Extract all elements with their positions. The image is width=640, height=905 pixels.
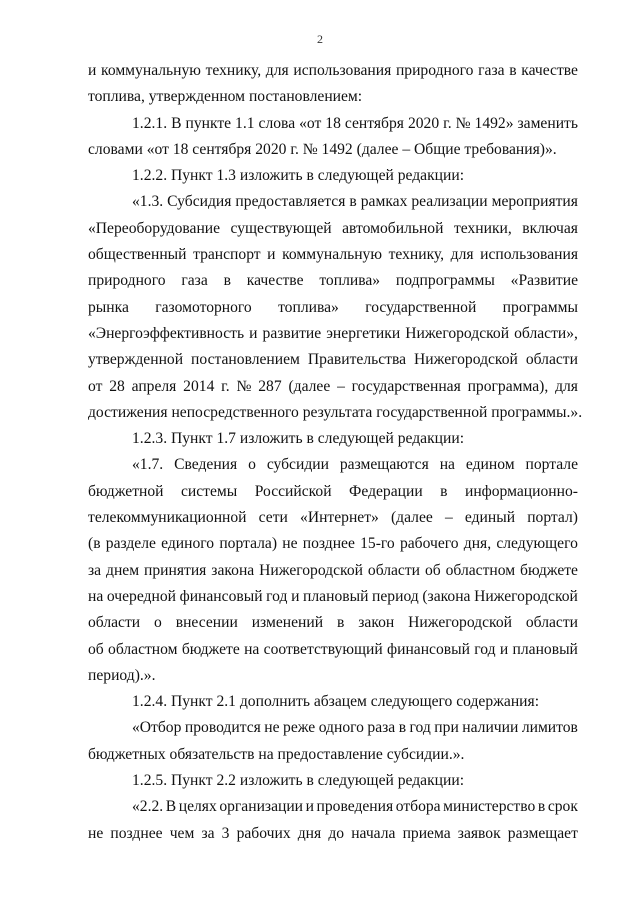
text-line [88, 610, 578, 636]
word: утвержденной [88, 351, 184, 369]
word: проводится [184, 719, 261, 737]
text-line [88, 321, 578, 347]
word: 1492» [474, 114, 514, 132]
word: включая [522, 219, 578, 237]
word: г. [443, 114, 452, 132]
word: плановый [303, 587, 369, 605]
word: сентября [344, 114, 404, 132]
word: заменить [517, 114, 578, 132]
word: № [236, 377, 252, 395]
word: 3 [221, 824, 230, 842]
word: субсидии [266, 456, 329, 474]
word: финансовый [179, 587, 263, 605]
word: «Развитие [510, 272, 578, 290]
word: портала) [219, 535, 278, 553]
word: № [455, 114, 471, 132]
word: государственная [351, 377, 461, 395]
word: областном [108, 640, 178, 658]
text-line [88, 242, 578, 268]
line-text: 1.2.3. Пункт 1.7 изложить в следующей редакции: [132, 430, 465, 448]
word: в [537, 798, 546, 816]
word: областном [445, 561, 516, 579]
text-line [88, 374, 578, 400]
word: «Интернет» [300, 509, 379, 527]
word: качестве [521, 62, 578, 79]
word: автомобильной [342, 219, 444, 237]
text-line [88, 163, 578, 189]
word: реализации [411, 193, 488, 211]
word: период [372, 587, 419, 605]
word: на [244, 640, 260, 658]
word: лимитов [521, 719, 578, 737]
word: закон [358, 614, 395, 632]
word: (в [88, 535, 101, 553]
word: не [264, 719, 280, 737]
word: техники, [453, 219, 512, 237]
line-text: топлива, утвержденном постановлением: [88, 88, 363, 106]
word: (далее [390, 509, 433, 527]
text-line [88, 821, 578, 847]
word: природного [395, 62, 474, 79]
word: энергетики [326, 324, 401, 342]
line-text: 1.2.5. Пункт 2.2 изложить в следующей редакции: [132, 772, 465, 790]
word: и [249, 324, 258, 342]
text-line [88, 189, 578, 215]
word: едином [465, 456, 515, 474]
text-line [88, 584, 578, 610]
word: на [88, 587, 104, 605]
word: использования [480, 246, 578, 264]
word: в [336, 614, 345, 632]
word: государственной [365, 298, 477, 316]
word: 1.2.1. [132, 114, 168, 132]
line-text: 1.2.2. Пункт 1.3 изложить в следующей редакции: [132, 167, 465, 185]
word: и [305, 798, 314, 816]
word: газомоторного [155, 298, 252, 316]
word: рамках [360, 193, 408, 211]
word: заявок [457, 824, 501, 842]
text-line [88, 84, 578, 110]
document-body [88, 58, 583, 847]
word: общественный [88, 246, 187, 264]
text-line [88, 742, 578, 768]
word: портал) [527, 509, 578, 527]
word: закона [211, 561, 255, 579]
word: В [171, 114, 182, 132]
word: и [499, 640, 509, 658]
word: газа [478, 62, 505, 79]
word: – [444, 509, 453, 527]
word: в [509, 62, 517, 79]
word: позднее [302, 535, 355, 553]
word: программы [502, 298, 578, 316]
text-line [88, 295, 578, 321]
word: размещаются [339, 456, 429, 474]
word: бюджете [181, 640, 240, 658]
word: Нижегородской [259, 561, 363, 579]
word: о [154, 614, 162, 632]
word: топлива» [319, 272, 381, 290]
text-line [88, 137, 578, 163]
line-text: словами «от 18 сентября 2020 г. № 1492 (далее – Общие требования)». [88, 140, 557, 158]
word: Российской [254, 482, 332, 500]
word: 18 [325, 114, 341, 132]
page-number: 2 [317, 32, 323, 46]
word: (далее [288, 377, 331, 395]
word: приема [402, 824, 451, 842]
word: и [267, 246, 276, 264]
word: и [291, 587, 300, 605]
word: год [266, 587, 288, 605]
word: год [474, 640, 496, 658]
text-line [88, 558, 578, 584]
word: пункте [185, 114, 232, 132]
word: Сведения [174, 456, 238, 474]
text-line [88, 268, 578, 294]
word: для [555, 377, 578, 395]
word: изменений [251, 614, 324, 632]
word: очередной [106, 587, 176, 605]
word: 2020 [407, 114, 440, 132]
word: апреля [131, 377, 177, 395]
word: одного [318, 719, 364, 737]
word: финансовый [387, 640, 470, 658]
word: слова [258, 114, 296, 132]
word: министерство [443, 798, 536, 816]
word: на [439, 456, 455, 474]
word: для [450, 246, 474, 264]
text-line [88, 531, 578, 557]
word: бюджетной [88, 482, 164, 500]
word: и [88, 62, 97, 79]
word: качестве [246, 272, 304, 290]
line-text: период).». [88, 666, 156, 684]
word: существующей [230, 219, 332, 237]
word: 28 [109, 377, 125, 395]
word: принятия [144, 561, 207, 579]
text-line [88, 637, 578, 663]
word: 2014 [183, 377, 215, 395]
word: 287 [258, 377, 282, 395]
word: постановлением [191, 351, 300, 369]
word: газа [181, 272, 208, 290]
word: об [424, 561, 441, 579]
text-line [88, 479, 578, 505]
text-line [88, 426, 578, 452]
word: внесении [175, 614, 238, 632]
text-line [88, 768, 578, 794]
word: использования [293, 62, 392, 79]
word: Нижегородской [414, 351, 518, 369]
word: начала [351, 824, 396, 842]
word: сети [258, 509, 288, 527]
word: реже [283, 719, 316, 737]
text-line [88, 216, 578, 242]
text-line [88, 111, 578, 137]
word: «от [299, 114, 322, 132]
text-line [88, 452, 578, 478]
word: Нижегородской [408, 614, 512, 632]
word: днем [106, 561, 140, 579]
word: в [349, 193, 357, 211]
word: рынка [88, 298, 129, 316]
word: топлива» [278, 298, 339, 316]
word: системы [180, 482, 238, 500]
word: Субсидия [167, 193, 232, 211]
word: – [337, 377, 345, 395]
word: о [248, 456, 256, 474]
word: единый [464, 509, 516, 527]
word: «Отбор [132, 719, 182, 737]
word: организации [219, 798, 304, 816]
word: в [440, 482, 448, 500]
word: мероприятия [491, 193, 578, 211]
word: Нижегородской [474, 587, 578, 605]
word: природного [88, 272, 166, 290]
word: позднее [110, 824, 163, 842]
word: коммунальную [101, 62, 201, 79]
word: В [165, 798, 177, 816]
word: предоставляется [235, 193, 346, 211]
word: до [328, 824, 345, 842]
text-line [88, 715, 578, 741]
word: об [88, 640, 104, 658]
text-line [88, 400, 583, 426]
word: г. [221, 377, 230, 395]
word: чем [169, 824, 195, 842]
word: не [282, 535, 298, 553]
word: «1.7. [132, 456, 164, 474]
word: наличии [462, 719, 519, 737]
word: области [367, 561, 421, 579]
line-text: бюджетных обязательств на предоставление субсидии.». [88, 745, 465, 763]
line-text: 1.2.4. Пункт 2.1 дополнить абзацем следующего содержания: [132, 693, 540, 711]
word: информационно- [464, 482, 578, 500]
word: дня [297, 824, 322, 842]
word: Нижегородской [405, 324, 510, 342]
word: Правительства [307, 351, 407, 369]
word: программа), [467, 377, 549, 395]
word: рабочих [236, 824, 291, 842]
text-line [88, 58, 578, 84]
word: (закона [422, 587, 471, 605]
word: транспорт [193, 246, 261, 264]
word: размещает [507, 824, 578, 842]
word: «Энергоэффективность [88, 324, 245, 342]
word: Федерации [349, 482, 423, 500]
word: бюджете [520, 561, 578, 579]
word: области [88, 614, 141, 632]
word: следующего [496, 535, 578, 553]
word: за [201, 824, 215, 842]
word: единого [161, 535, 215, 553]
word: раза [367, 719, 396, 737]
word: разделе [105, 535, 156, 553]
word: для [265, 62, 289, 79]
word: плановый [512, 640, 578, 658]
word: области [525, 614, 578, 632]
text-line [88, 505, 578, 531]
word: технику, [388, 246, 445, 264]
word: «Переоборудование [88, 219, 221, 237]
word: за [88, 561, 102, 579]
word: не [88, 824, 104, 842]
word: дня, [463, 535, 492, 553]
word: портале [525, 456, 578, 474]
text-line [88, 689, 578, 715]
text-line [88, 347, 578, 373]
word: 1.1 [235, 114, 255, 132]
word: 15-го [360, 535, 395, 553]
word: области [525, 351, 578, 369]
word: в [223, 272, 231, 290]
word: развитие [262, 324, 322, 342]
word: области», [514, 324, 578, 342]
text-line [88, 663, 578, 689]
word: год [409, 719, 431, 737]
word: подпрограммы [395, 272, 495, 290]
word: коммунальную [282, 246, 382, 264]
word: срок [547, 798, 578, 816]
word: рабочего [399, 535, 459, 553]
word: «1.3. [132, 193, 164, 211]
word: при [434, 719, 459, 737]
text-line [88, 794, 578, 820]
word: в [398, 719, 407, 737]
word: «2.2. [132, 798, 164, 816]
word: телекоммуникационной [88, 509, 247, 527]
word: технику, [205, 62, 262, 79]
word: от [88, 377, 103, 395]
word: проведения [316, 798, 394, 816]
line-text: достижения непосредственного результата государственной программы.». [88, 403, 583, 421]
word: соответствующий [263, 640, 383, 658]
word: отбора [395, 798, 441, 816]
word: целях [178, 798, 217, 816]
